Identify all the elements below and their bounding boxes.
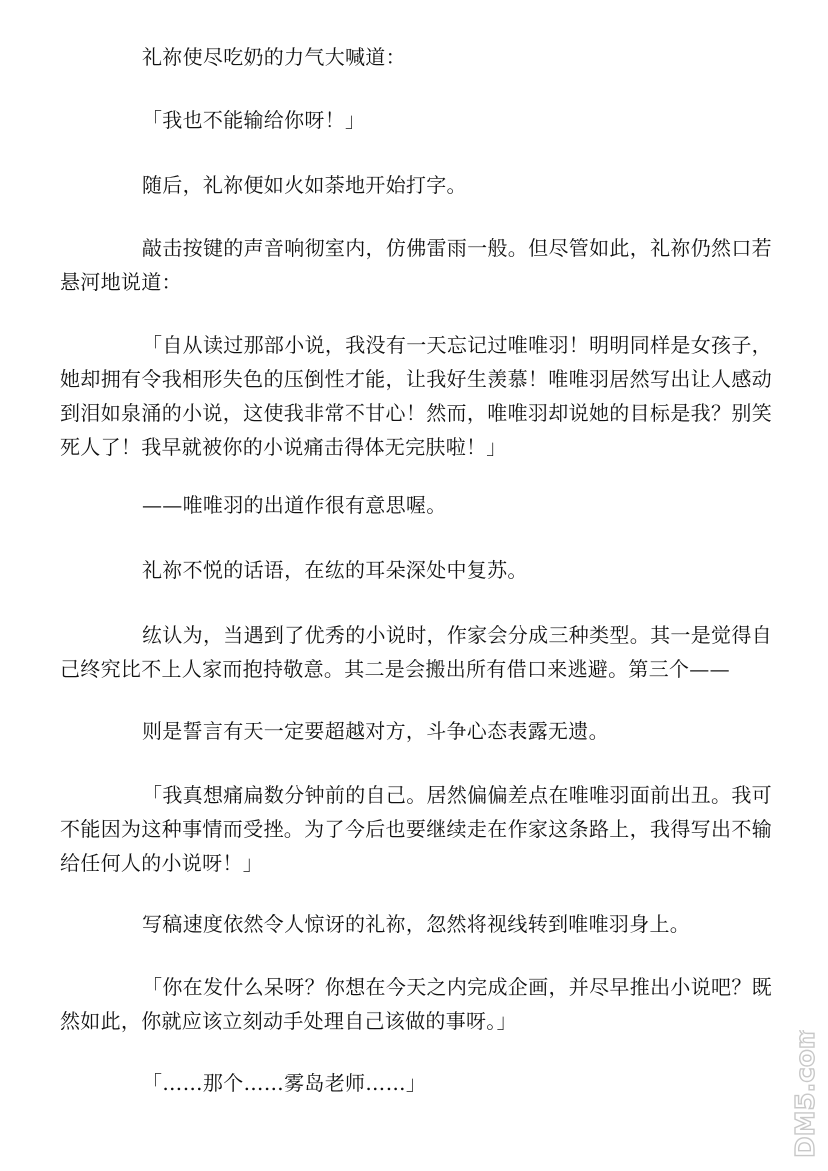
watermark-logo — [790, 1030, 824, 1160]
paragraph-10: 「我真想痛扁数分钟前的自己。居然偏偏差点在唯唯羽面前出丑。我可不能因为这种事情而受挫。为了今后也要继续走在作家这条路上，我得写出不输给任何人的小说呀！」 — [60, 783, 772, 875]
paragraph-4: 敲击按键的声音响彻室内，仿佛雷雨一般。但尽管如此，礼祢仍然口若悬河地说道： — [60, 236, 772, 294]
watermark-logo-icon — [790, 1030, 824, 1160]
paragraph-11: 写稿速度依然令人惊讶的礼祢，忽然将视线转到唯唯羽身上。 — [142, 912, 691, 936]
paragraph-13: 「……那个……雾岛老师……」 — [142, 1071, 427, 1095]
paragraph-3: 随后，礼祢便如火如荼地开始打字。 — [142, 173, 467, 197]
paragraph-2: 「我也不能输给你呀！」 — [142, 108, 366, 132]
paragraph-5: 「自从读过那部小说，我没有一天忘记过唯唯羽！明明同样是女孩子，她却拥有令我相形失色的压倒性才能，让我好生羡慕！唯唯羽居然写出让人感动到泪如泉涌的小说，这使我非常不甘心！然而，唯唯羽却说她的目标是我？别笑死人了！我早就被你的小说痛击得体无完肤啦！」 — [60, 333, 772, 459]
paragraph-12: 「你在发什么呆呀？你想在今天之内完成企画，并尽早推出小说吧？既然如此，你就应该立刻动手处理自己该做的事呀。」 — [60, 975, 772, 1033]
paragraph-6: ——唯唯羽的出道作很有意思喔。 — [142, 493, 447, 517]
paragraph-8: 纮认为，当遇到了优秀的小说时，作家会分成三种类型。其一是觉得自己终究比不上人家而抱持敬意。其二是会搬出所有借口来逃避。第三个—— — [60, 623, 772, 681]
paragraph-7: 礼祢不悦的话语，在纮的耳朵深处中复苏。 — [142, 558, 528, 582]
paragraph-1: 礼祢使尽吃奶的力气大喊道： — [142, 45, 406, 69]
watermark-text: DM5.com — [791, 1030, 821, 1158]
paragraph-9: 则是誓言有天一定要超越对方，斗争心态表露无遗。 — [142, 719, 609, 743]
